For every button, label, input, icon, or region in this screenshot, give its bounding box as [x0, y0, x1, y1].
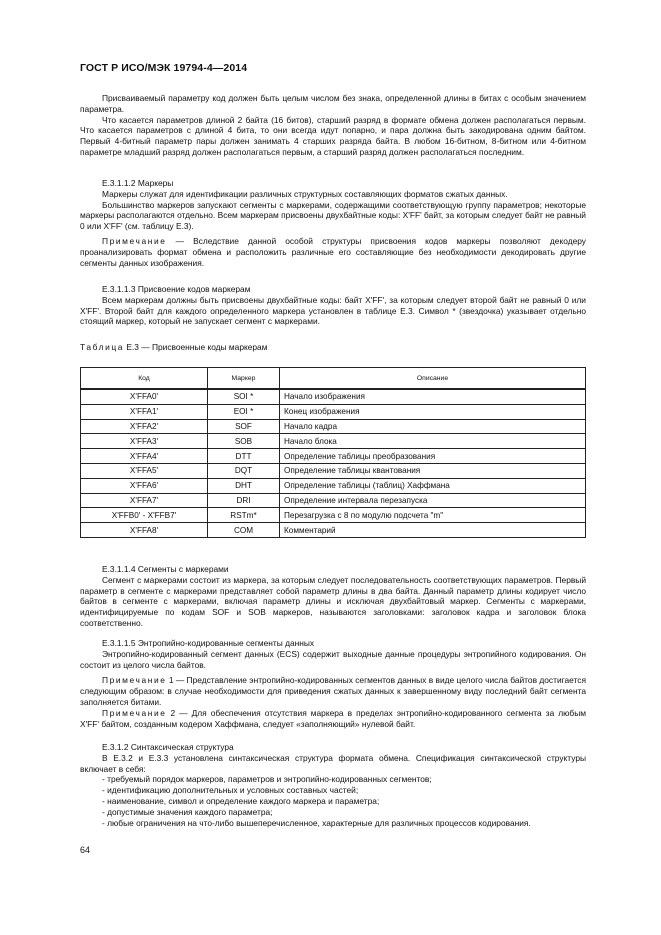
cell-marker: SOF [208, 419, 280, 434]
entropy-note-1 [80, 675, 586, 707]
note-label: Примечание [102, 235, 167, 246]
cell-code: X'FFA1' [81, 404, 208, 419]
header-code: Код [81, 368, 208, 390]
note-text: 1 — Представление энтропийно-кодированных сегментов данных в виде целого числа байтов достигается следующим образом: в случае необходимости для приведения сжатых данных к завершенному виду последний байт сегмента заполняется битами. [80, 675, 586, 707]
cell-marker: DTT [208, 449, 280, 464]
cell-marker: SOI * [208, 389, 280, 404]
cell-marker: COM [208, 523, 280, 538]
cell-marker: DQT [208, 463, 280, 478]
marker-codes-table [80, 367, 586, 538]
table-row [81, 404, 586, 419]
table-row [81, 493, 586, 508]
table-caption-label: Таблица [80, 342, 125, 352]
cell-code: X'FFA3' [81, 434, 208, 449]
cell-description: Комментарий [280, 523, 586, 538]
header-marker: Маркер [208, 368, 280, 390]
cell-code: X'FFA2' [81, 419, 208, 434]
entropy-heading: E.3.1.1.5 Энтропийно-кодированные сегменты данных [102, 638, 315, 648]
syntax-paragraph: В E.3.2 и E.3.3 установлена синтаксическая структура формата обмена. Спецификация синтаксической структуры включает в себя: [80, 752, 586, 774]
note-text: 2 — Для обеспечения отсутствия маркера в пределах энтропийно-кодированного сегмента за любым X'FF' байтом, созданным кодером Хаффмана, следует «заполняющий» нулевой байт. [80, 707, 586, 729]
cell-description: Перезагрузка с 8 по модулю подсчета "m" [280, 508, 586, 523]
intro-paragraph-1: Присваиваемый параметру код должен быть целым числом без знака, определенной длины в битах с особым значением параметра. [80, 93, 586, 114]
cell-code: X'FFA5' [81, 463, 208, 478]
table-row [81, 434, 586, 449]
cell-description: Начало блока [280, 434, 586, 449]
list-item: - наименование, символ и определение каждого маркера и параметра; [102, 795, 380, 806]
table-row [81, 449, 586, 464]
table-caption [80, 342, 586, 353]
header-description: Описание [280, 368, 586, 390]
cell-marker: SOB [208, 434, 280, 449]
table-row [81, 419, 586, 434]
assign-heading: E.3.1.1.3 Присвоение кодов маркерам [102, 284, 251, 294]
cell-code: X'FFA8' [81, 523, 208, 538]
cell-description: Определение таблицы квантования [280, 463, 586, 478]
cell-marker: EOI * [208, 404, 280, 419]
document-header: ГОСТ Р ИСО/МЭК 19794-4—2014 [80, 62, 248, 74]
cell-code: X'FFA4' [81, 449, 208, 464]
page-number: 64 [80, 845, 91, 855]
cell-marker: RSTm* [208, 508, 280, 523]
syntax-section [80, 742, 586, 828]
cell-description: Определение таблицы преобразования [280, 449, 586, 464]
list-item: - допустимые значения каждого параметра; [102, 806, 273, 817]
segments-paragraph: Сегмент с маркерами состоит из маркера, за которым следует последовательность соответствующих параметров. Первый параметр в сегменте с маркерами представляет собой параметр длины в два байта. Данный параметр длины кодирует число байтов в сегменте с маркерами, включая параметр длины и исключая двухбайтовый маркер. Сегменты с маркерами, идентифицируемые по кодам SOF и SOB маркеров, называются заголовками: заголовок кадра и заголовок блока соответственно. [80, 574, 586, 628]
cell-marker: DHT [208, 478, 280, 493]
table-row [81, 508, 586, 523]
cell-code: X'FFA7' [81, 493, 208, 508]
table-caption-text: E.3 — Присвоенные коды маркерам [124, 342, 268, 352]
table-row [81, 523, 586, 538]
cell-description: Определение таблицы (таблиц) Хаффмана [280, 478, 586, 493]
cell-marker: DRI [208, 493, 280, 508]
intro-section [80, 93, 586, 158]
entropy-paragraph: Энтропийно-кодированный сегмент данных (ECS) содержит выходные данные процедуры энтропийного кодирования. Он состоит из целого числа байтов. [80, 648, 586, 670]
cell-description: Конец изображения [280, 404, 586, 419]
list-item: - любые ограничения на что-либо вышеперечисленное, характерные для различных процессов кодирования. [102, 817, 531, 828]
intro-paragraph-2: Что касается параметров длиной 2 байта (16 битов), старший разряд в формате обмена должен располагаться первым. Что касается параметров с длиной 4 бита, то они всегда идут попарно, и пара должна быть закодирована одним байтом. Первый 4-битный параметр пары должен занимать 4 старших разряда байта. В любом 16-битном, 8-битном или 4-битном параметре младший разряд должен располагаться первым, а старший разряд должен располагаться последним. [80, 114, 586, 157]
table-row [81, 463, 586, 478]
cell-code: X'FFA6' [81, 478, 208, 493]
markers-note [80, 236, 586, 268]
markers-paragraph-1: Маркеры служат для идентификации различных структурных составляющих форматов сжатых данных. [102, 188, 508, 199]
assign-section [80, 284, 586, 327]
entropy-note-2 [80, 708, 586, 730]
table-header-row [81, 368, 586, 390]
note-label: Примечание [102, 707, 167, 718]
cell-description: Начало кадра [280, 419, 586, 434]
entropy-section [80, 638, 586, 729]
cell-code: X'FFB0' - X'FFB7' [81, 508, 208, 523]
list-item: - требуемый порядок маркеров, параметров и энтропийно-кодированных сегментов; [102, 774, 432, 785]
assign-paragraph: Всем маркерам должны быть присвоены двухбайтные коды: байт X'FF', за которым следует второй байт не равный 0 или X'FF'. Второй байт для каждого определенного маркера установлен в таблице E.3. Символ * (звездочка) указывает отдельно стоящий маркер, который не запускает сегмент с маркерами. [80, 294, 586, 327]
table-row [81, 389, 586, 404]
markers-heading: E.3.1.1.2 Маркеры [102, 178, 174, 188]
cell-code: X'FFA0' [81, 389, 208, 404]
cell-description: Начало изображения [280, 389, 586, 404]
note-label: Примечание [102, 675, 167, 686]
cell-description: Определение интервала перезапуска [280, 493, 586, 508]
markers-section [80, 178, 586, 268]
note-text: — Вследствие данной особой структуры присвоения кодов маркеры позволяют декодеру проанализировать формат обмена и расположить различные его составляющие без необходимости декодировать другие сегменты данных изображения. [80, 235, 586, 268]
list-item: - идентификацию дополнительных и условных составных частей; [102, 785, 359, 796]
syntax-heading: E.3.1.2 Синтаксическая структура [102, 742, 234, 752]
table-row [81, 478, 586, 493]
segments-section [80, 564, 586, 629]
segments-heading: E.3.1.1.4 Сегменты с маркерами [102, 564, 229, 574]
markers-paragraph-2: Большинство маркеров запускают сегменты с маркерами, содержащими соответствующую группу параметров; некоторые маркеры располагаются отдельно. Всем маркерам присвоены двухбайтные коды: X'FF' байт, за которым следует байт не равный 0 или X'FF' (см. таблицу E.3). [80, 199, 586, 232]
